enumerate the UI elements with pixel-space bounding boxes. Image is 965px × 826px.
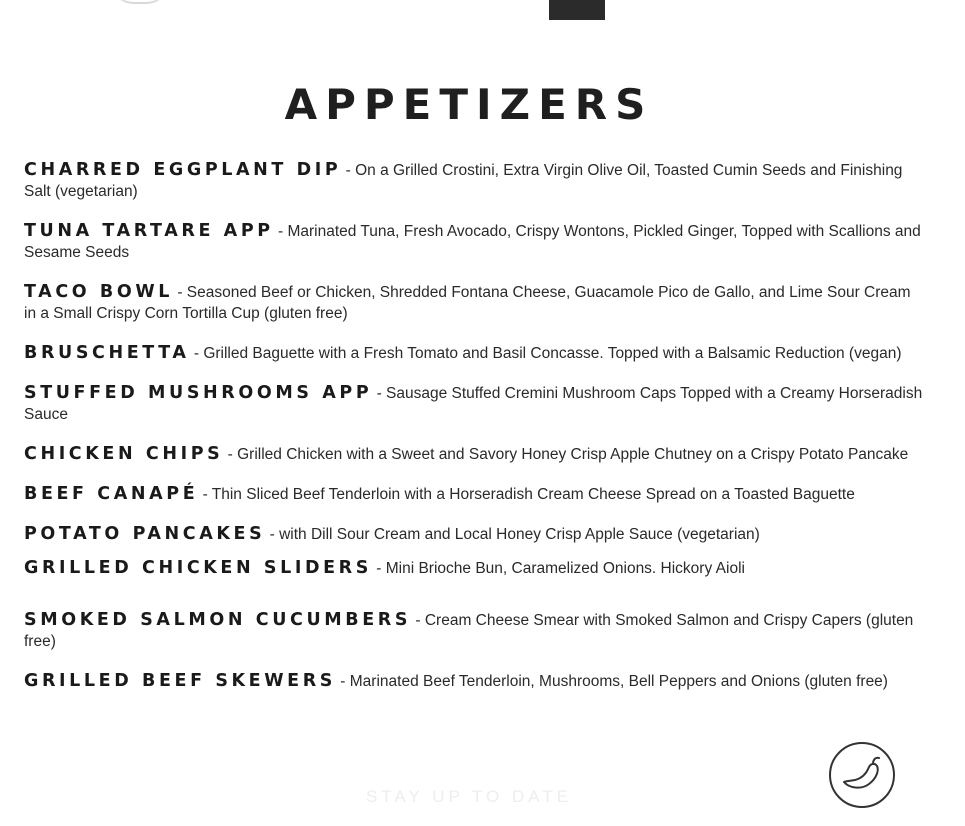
menu-item-grilled-chicken-sliders: [24, 558, 924, 579]
menu-item-stuffed-mushrooms-app: [24, 383, 924, 425]
chili-pepper-icon: [831, 744, 893, 806]
menu-item-potato-pancakes: [24, 524, 924, 545]
menu-item-description: - Grilled Chicken with a Sweet and Savory Honey Crisp Apple Chutney on a Crispy Potato Pancake: [227, 446, 909, 463]
menu-item-name: STUFFED MUSHROOMS APP: [24, 383, 373, 403]
top-nav-tab[interactable]: [549, 0, 605, 20]
menu-item-name: TACO BOWL: [24, 282, 174, 302]
top-decorative-arc: [110, 0, 170, 4]
menu-item-taco-bowl: [24, 282, 924, 324]
menu-item-name: CHICKEN CHIPS: [24, 444, 224, 464]
menu-item-charred-eggplant-dip: [24, 160, 924, 202]
menu-item-chicken-chips: [24, 444, 924, 465]
menu-item-description: - Marinated Tuna, Fresh Avocado, Crispy Wontons, Pickled Ginger, Topped with Scallions and Sesame Seeds: [24, 223, 921, 261]
menu-item-description: - Marinated Beef Tenderloin, Mushrooms, Bell Peppers and Onions (gluten free): [340, 673, 888, 690]
menu-item-name: GRILLED CHICKEN SLIDERS: [24, 558, 372, 578]
menu-item-bruschetta: [24, 343, 924, 364]
chili-pepper-badge[interactable]: [829, 742, 895, 808]
menu-item-name: SMOKED SALMON CUCUMBERS: [24, 610, 412, 630]
menu-item-description: - Seasoned Beef or Chicken, Shredded Fontana Cheese, Guacamole Pico de Gallo, and Lime Sour Cream in a Small Crispy Corn Tortilla Cup (gluten free): [24, 284, 911, 322]
menu-item-description: - Thin Sliced Beef Tenderloin with a Horseradish Cream Cheese Spread on a Toasted Baguette: [202, 486, 855, 503]
menu-list: [24, 160, 924, 692]
menu-item-name: GRILLED BEEF SKEWERS: [24, 671, 336, 691]
stay-up-to-date-heading: STAY UP TO DATE: [365, 787, 573, 806]
menu-item-description: - On a Grilled Crostini, Extra Virgin Olive Oil, Toasted Cumin Seeds and Finishing Salt (vegetarian): [24, 162, 903, 200]
menu-item-smoked-salmon-cucumbers: [24, 610, 924, 652]
menu-item-name: BEEF CANAPÉ: [24, 484, 199, 504]
menu-item-grilled-beef-skewers: [24, 671, 924, 692]
menu-item-description: - Grilled Baguette with a Fresh Tomato and Basil Concasse. Topped with a Balsamic Reduction (vegan): [193, 345, 902, 362]
menu-item-beef-canape: [24, 484, 924, 505]
menu-item-name: TUNA TARTARE APP: [24, 221, 274, 241]
menu-item-tuna-tartare-app: [24, 221, 924, 263]
menu-item-name: BRUSCHETTA: [24, 343, 190, 363]
menu-item-name: CHARRED EGGPLANT DIP: [24, 160, 342, 180]
menu-item-name: POTATO PANCAKES: [24, 524, 266, 544]
menu-item-description: - Cream Cheese Smear with Smoked Salmon and Crispy Capers (gluten free): [24, 612, 914, 650]
menu-item-description: - Sausage Stuffed Cremini Mushroom Caps Topped with a Creamy Horseradish Sauce: [24, 385, 923, 423]
section-title: APPETIZERS: [284, 80, 654, 129]
menu-item-description: - with Dill Sour Cream and Local Honey Crisp Apple Sauce (vegetarian): [269, 526, 760, 543]
menu-item-description: - Mini Brioche Bun, Caramelized Onions. Hickory Aioli: [376, 560, 745, 577]
